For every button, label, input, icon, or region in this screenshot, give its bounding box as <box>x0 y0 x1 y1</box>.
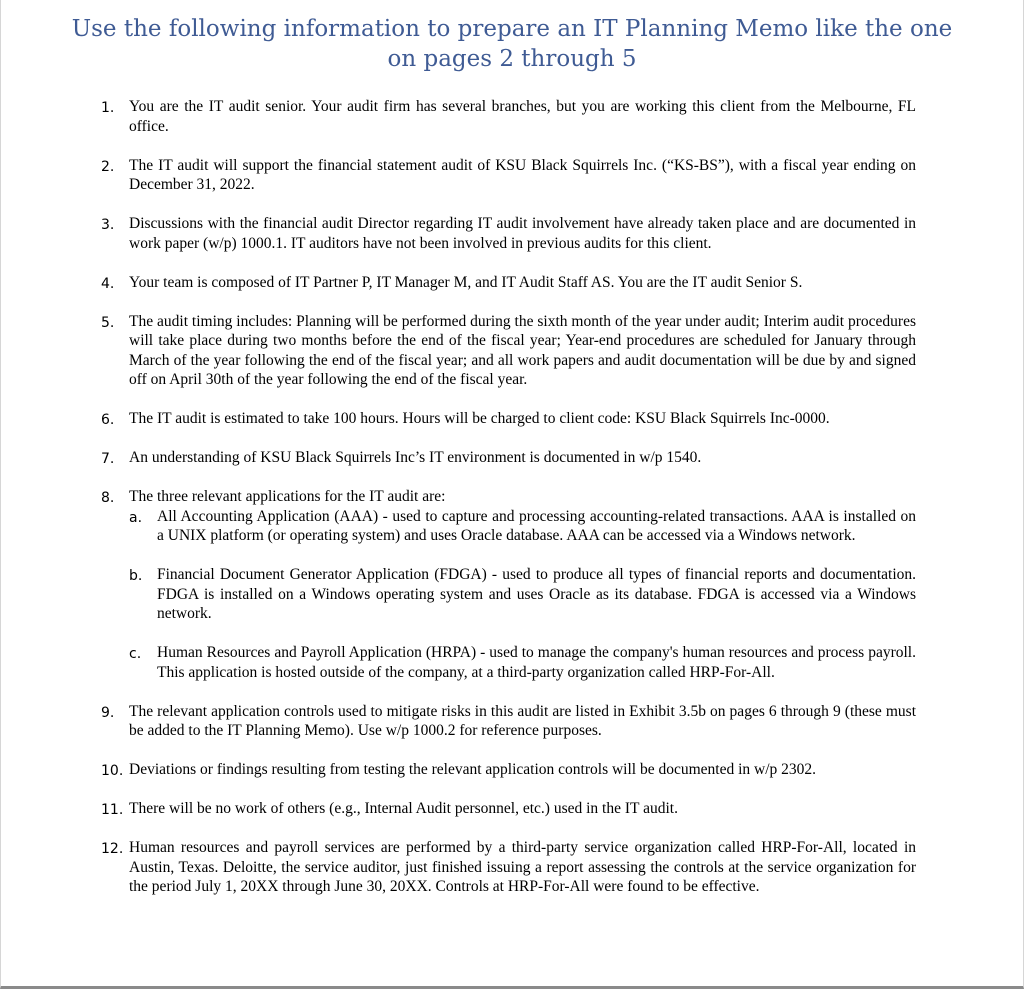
item-number: 5. <box>101 314 115 331</box>
sub-item-letter: a. <box>129 509 143 526</box>
item-text: There will be no work of others (e.g., Internal Audit personnel, etc.) used in the IT audit. <box>129 800 678 817</box>
page-title <box>61 14 963 74</box>
sublist-item <box>129 565 916 624</box>
list-item <box>101 799 916 819</box>
item-number: 6. <box>101 412 115 428</box>
item-number: 1. <box>101 100 115 116</box>
list-item <box>101 273 916 293</box>
item-text: Deviations or findings resulting from testing the relevant application controls will be documented in w/p 2302. <box>129 761 817 778</box>
item-text: The IT audit is estimated to take 100 hours. Hours will be charged to client code: KSU Black Squirrels Inc-0000. <box>129 410 830 427</box>
instruction-list <box>101 97 916 916</box>
item-number: 11. <box>101 802 124 818</box>
item-text: The audit timing includes: Planning will be performed during the sixth month of the year under audit; Interim audit procedures will take place during two months before the end of the fiscal year; Year-end procedures are scheduled for January through March of the year following the end of the fiscal year; and all work papers and audit documentation will be due by and signed off on April 30th of the year following the end of the fiscal year. <box>129 312 916 388</box>
sublist-item <box>129 643 916 682</box>
item-text: The three relevant applications for the IT audit are: <box>129 488 446 505</box>
list-item <box>101 487 916 682</box>
application-sublist <box>129 507 916 683</box>
title-line-1: Use the following information to prepare an IT Planning Memo like the one <box>71 16 953 42</box>
sub-item-text: Human Resources and Payroll Application (HRPA) - used to manage the company's human resources and process payroll. This application is hosted outside of the company, at a third-party organization called HRP-For-All. <box>157 644 916 681</box>
sub-item-text: All Accounting Application (AAA) - used to capture and processing accounting-related transactions. AAA is installed on a UNIX platform (or operating system) and uses Oracle database. AAA can be accessed via a Windows network. <box>157 507 916 544</box>
item-number: 2. <box>101 158 115 175</box>
item-text: Human resources and payroll services are performed by a third-party service organization called HRP-For-All, located in Austin, Texas. Deloitte, the service auditor, just finished issuing a report assessing the controls at the service organization for the period July 1, 20XX through June 30, 20XX. Controls at HRP-For-All were found to be effective. <box>129 839 916 895</box>
item-number: 12. <box>101 841 124 857</box>
item-number: 9. <box>101 704 115 721</box>
list-item <box>101 702 916 741</box>
list-item <box>101 156 916 195</box>
item-text: The IT audit will support the financial statement audit of KSU Black Squirrels Inc. (“KS-BS”), with a fiscal year ending on December 31, 2022. <box>129 156 916 193</box>
item-number: 8. <box>101 490 115 506</box>
item-text: You are the IT audit senior. Your audit firm has several branches, but you are working this client from the Melbourne, FL office. <box>129 98 916 135</box>
item-number: 10. <box>101 763 124 779</box>
list-item <box>101 97 916 136</box>
list-item <box>101 214 916 253</box>
item-text: Discussions with the financial audit Director regarding IT audit involvement have already taken place and are documented in work paper (w/p) 1000.1. IT auditors have not been involved in previous audits for this client. <box>129 215 916 252</box>
sub-item-letter: b. <box>129 568 143 584</box>
title-line-2: on pages 2 through 5 <box>387 46 637 72</box>
sublist-item <box>129 507 916 546</box>
list-item <box>101 760 916 780</box>
sub-item-letter: c. <box>129 646 142 662</box>
list-item <box>101 838 916 897</box>
item-number: 7. <box>101 451 115 467</box>
sub-item-text: Financial Document Generator Application (FDGA) - used to produce all types of financial reports and documentation. FDGA is installed on a Windows operating system and uses Oracle as its database. FDGA is accessed via a Windows network. <box>157 566 916 622</box>
item-text: The relevant application controls used to mitigate risks in this audit are listed in Exhibit 3.5b on pages 6 through 9 (these must be added to the IT Planning Memo). Use w/p 1000.2 for reference purposes. <box>129 702 916 739</box>
item-number: 3. <box>101 217 115 233</box>
item-text: Your team is composed of IT Partner P, IT Manager M, and IT Audit Staff AS. You are the IT audit Senior S. <box>129 273 803 291</box>
list-item <box>101 409 916 429</box>
item-text: An understanding of KSU Black Squirrels Inc’s IT environment is documented in w/p 1540. <box>129 449 702 466</box>
list-item <box>101 448 916 468</box>
item-number: 4. <box>101 275 115 292</box>
list-item <box>101 312 916 390</box>
